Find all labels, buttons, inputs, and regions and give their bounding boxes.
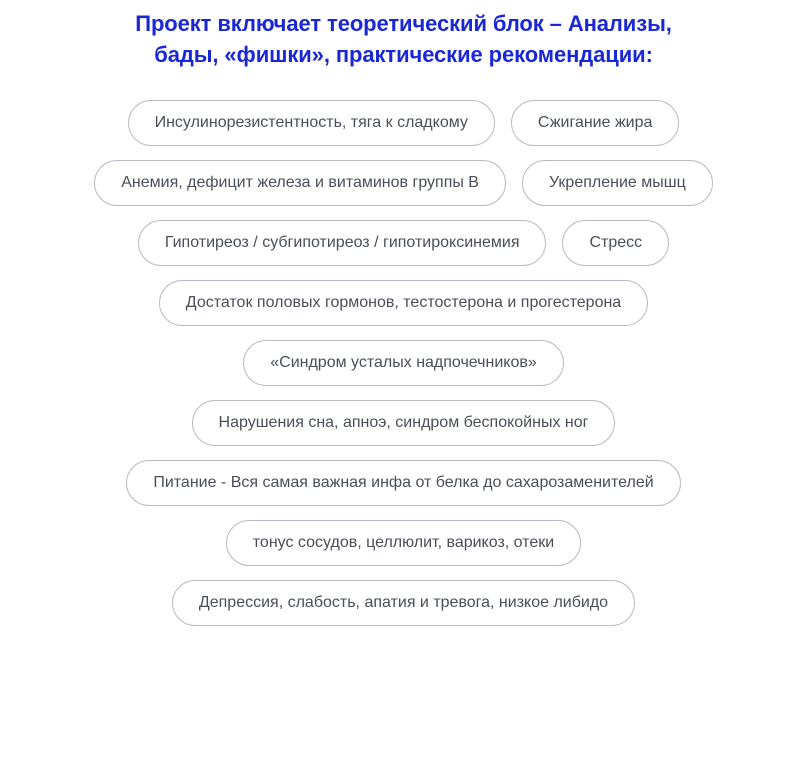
pill-row [0, 340, 807, 386]
topic-pill[interactable]: Нарушения сна, апноэ, синдром беспокойных ног [192, 400, 616, 446]
pill-row [0, 220, 807, 266]
page-title [0, 0, 807, 70]
pill-row [0, 100, 807, 146]
pill-row [0, 400, 807, 446]
topic-pill[interactable]: «Синдром усталых надпочечников» [243, 340, 564, 386]
topic-pill-list [0, 100, 807, 626]
topic-pill[interactable]: Укрепление мышц [522, 160, 713, 206]
pill-row [0, 160, 807, 206]
topic-pill[interactable]: Стресс [562, 220, 669, 266]
topic-pill[interactable]: Анемия, дефицит железа и витаминов группы В [94, 160, 506, 206]
topic-pill[interactable]: Депрессия, слабость, апатия и тревога, низкое либидо [172, 580, 635, 626]
page-title-line-1: Проект включает теоретический блок – Анализы, [135, 11, 672, 36]
pill-row [0, 460, 807, 506]
topic-pill[interactable]: Инсулинорезистентность, тяга к сладкому [128, 100, 495, 146]
pill-row [0, 580, 807, 626]
pill-row [0, 280, 807, 326]
topic-pill[interactable]: Достаток половых гормонов, тестостерона и прогестерона [159, 280, 648, 326]
topic-pill[interactable]: Сжигание жира [511, 100, 679, 146]
topic-pill[interactable]: Питание - Вся самая важная инфа от белка до сахарозаменителей [126, 460, 680, 506]
page-title-line-2: бады, «фишки», практические рекомендации: [154, 42, 653, 67]
topic-pill[interactable]: Гипотиреоз / субгипотиреоз / гипотироксинемия [138, 220, 547, 266]
topic-pill[interactable]: тонус сосудов, целлюлит, варикоз, отеки [226, 520, 581, 566]
pill-row [0, 520, 807, 566]
